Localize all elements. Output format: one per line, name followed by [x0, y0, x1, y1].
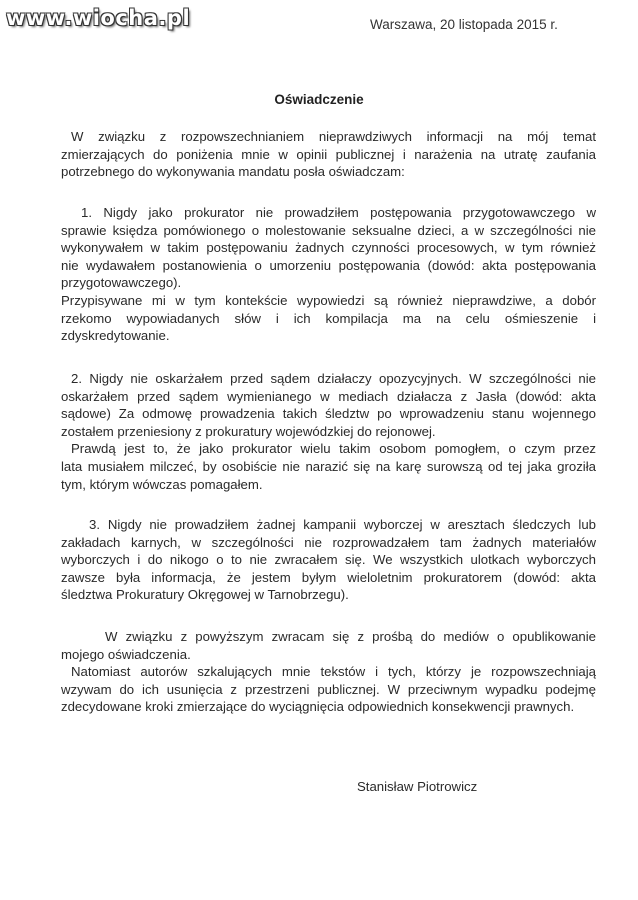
point-1-paragraph: [61, 204, 596, 345]
text-line: potrzebnego do wykonywania mandatu posła oświadczam:: [61, 164, 405, 180]
text-line: zakładach karnych, w szczególności nie rozprowadzałem tam żadnych materiałów: [61, 534, 596, 550]
text-line: Natomiast autorów szkalujących mnie tekstów i tych, którzy je rozpowszechniają: [71, 664, 596, 680]
text-line: oskarżałem przed sądem wymienianego w mediach działacza z Jasła (dowód: akta: [61, 388, 596, 404]
text-line: zostałem przeniesiony z prokuratury wojewódzkiej do rejonowej.: [61, 423, 436, 439]
text-line: śledztwa Prokuratury Okręgowej w Tarnobrzegu).: [61, 587, 349, 603]
text-line: mojego oświadczenia.: [61, 646, 191, 662]
text-line: 2. Nigdy nie oskarżałem przed sądem działaczy opozycyjnych. W szczególności nie: [71, 371, 596, 386]
point-3-paragraph: [61, 516, 596, 604]
text-line: lata musiałem milczeć, by osobiście nie narazić się na karę surowszą od tej jaka groziła: [61, 458, 596, 474]
text-line: nie wydawałem postanowienia o umorzeniu postępowania (dowód: akta postępowania: [61, 257, 596, 273]
text-line: wyborczych i do nikogo o to nie zwracałem się. We wszystkich ulotkach wyborczych: [61, 552, 596, 568]
closing-paragraph: [61, 628, 596, 716]
text-line: wzywam do ich usunięcia z przestrzeni publicznej. W przeciwnym wypadku podejmę: [61, 681, 596, 697]
text-line: 3. Nigdy nie prowadziłem żadnej kampanii wyborczej w aresztach śledczych lub: [89, 517, 596, 532]
text-line: zmierzających do poniżenia mnie w opinii publicznej i narażenia na utratę zaufania: [61, 146, 596, 162]
text-line: Przypisywane mi w tym kontekście wypowiedzi są również nieprawdziwe, a dobór: [61, 292, 596, 308]
document-date: Warszawa, 20 listopada 2015 r.: [370, 17, 558, 32]
text-line: tym, którym wówczas pomagałem.: [61, 476, 263, 492]
watermark-logo: www.wiocha.pl: [6, 6, 191, 30]
point-2-paragraph: [61, 370, 596, 493]
intro-paragraph: [61, 128, 596, 181]
text-line: W związku z rozpowszechnianiem nieprawdziwych informacji na mój temat: [71, 129, 596, 144]
text-line: sądowe) Za odmowę prowadzenia takich śledztw po wprowadzeniu stanu wojennego: [61, 406, 596, 422]
text-line: zdyskredytowanie.: [61, 328, 170, 344]
text-line: W związku z powyższym zwracam się z prośbą do mediów o opublikowanie: [105, 629, 596, 644]
text-line: rzekomo wypowiadanych słów i ich kompilacja ma na celu ośmieszenie i: [61, 310, 596, 326]
text-line: Prawdą jest to, że jako prokurator wielu takim osobom pomogłem, o czym przez: [71, 441, 596, 457]
text-line: 1. Nigdy jako prokurator nie prowadziłem postępowania przygotowawczego w: [81, 205, 596, 220]
text-line: przygotowawczego).: [61, 275, 182, 291]
text-line: sprawie księdza pomówionego o molestowanie seksualne dzieci, a w szczególności nie: [61, 222, 596, 238]
text-line: zdecydowane kroki zmierzające do wyciągnięcia odpowiednich konsekwencji prawnych.: [61, 699, 575, 715]
signature-name: Stanisław Piotrowicz: [357, 779, 478, 794]
document-title: Oświadczenie: [274, 92, 364, 107]
text-line: wykonywałem w takim postępowaniu żadnych czynności procesowych, w tym również: [61, 240, 596, 256]
text-line: zawsze była informacja, że jestem byłym wieloletnim prokuratorem (dowód: akta: [61, 569, 596, 585]
